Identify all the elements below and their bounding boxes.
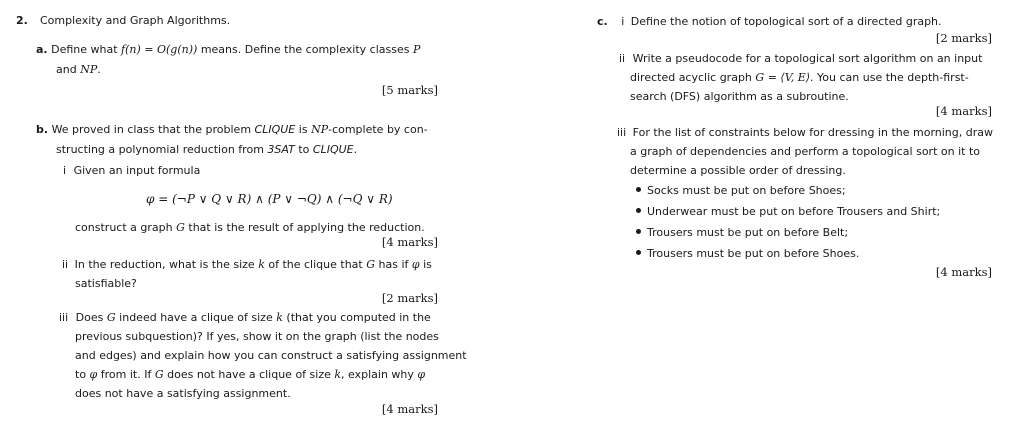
list-item: Trousers must be put on before Belt; bbox=[636, 226, 848, 239]
part-b-line2: structing a polynomial reduction from 3SAT to CLIQUE. bbox=[56, 143, 358, 156]
part-a-line2: and NP. bbox=[56, 63, 101, 76]
part-a-marks: [5 marks] bbox=[381, 83, 438, 97]
part-b-i-line1: i Given an input formula bbox=[63, 164, 201, 177]
part-b-label: b. bbox=[36, 123, 49, 136]
part-b-iii-line2: previous subquestion)? If yes, show it on the graph (list the nodes bbox=[75, 330, 439, 343]
part-c-i-label: i bbox=[621, 15, 625, 28]
part-b-iii-line3: and edges) and explain how you can construct a satisfying assignment bbox=[75, 349, 467, 362]
part-c-iii-line1: iii For the list of constraints below for dressing in the morning, draw bbox=[617, 126, 993, 139]
dag-formula: G = ⟨V, E⟩ bbox=[755, 71, 811, 84]
part-b-iii-marks: [4 marks] bbox=[381, 402, 438, 416]
part-b-iii-label: iii bbox=[59, 311, 69, 324]
part-c-ii-line2: directed acyclic graph G = ⟨V, E⟩. You can use the depth-first- bbox=[630, 71, 969, 84]
part-b-iii-line1: iii Does G indeed have a clique of size k (that you computed in the bbox=[59, 311, 431, 324]
part-b-iii-line5: does not have a satisfying assignment. bbox=[75, 387, 291, 400]
part-b-i-line2: construct a graph G that is the result of applying the reduction. bbox=[75, 221, 425, 234]
part-c-iii-line3: determine a possible order of dressing. bbox=[630, 164, 846, 177]
part-c-iii-label: iii bbox=[617, 126, 627, 139]
part-a-label: a. bbox=[36, 43, 48, 56]
part-b-i-marks: [4 marks] bbox=[381, 235, 438, 249]
part-c-ii-line1: ii Write a pseudocode for a topological sort algorithm on an input bbox=[619, 52, 983, 65]
part-b-i-label: i bbox=[63, 164, 67, 177]
part-b-ii-label: ii bbox=[62, 258, 69, 271]
bullet-icon bbox=[636, 250, 641, 255]
part-c-ii-label: ii bbox=[619, 52, 626, 65]
list-item: Underwear must be put on before Trousers and Shirt; bbox=[636, 205, 940, 218]
list-item: Socks must be put on before Shoes; bbox=[636, 184, 846, 197]
part-c-iii-marks: [4 marks] bbox=[935, 265, 992, 279]
question-title: Complexity and Graph Algorithms. bbox=[40, 14, 231, 27]
part-c-i-marks: [2 marks] bbox=[935, 31, 992, 45]
question-number: 2. bbox=[16, 14, 28, 27]
bullet-icon bbox=[636, 208, 641, 213]
bullet-icon bbox=[636, 229, 641, 234]
part-b-ii-line1: ii In the reduction, what is the size k of the clique that G has if φ is bbox=[62, 258, 432, 271]
part-b-line1: b. We proved in class that the problem CLIQUE is NP-complete by con- bbox=[36, 123, 428, 136]
part-b-ii-line2: satisfiable? bbox=[75, 277, 137, 290]
cnf-formula: φ = (¬P ∨ Q ∨ R) ∧ (P ∨ ¬Q) ∧ (¬Q ∨ R) bbox=[146, 192, 393, 206]
part-a-line1: a. Define what f(n) = O(g(n)) means. Define the complexity classes P bbox=[36, 43, 421, 56]
part-b-iii-line4: to φ from it. If G does not have a clique of size k, explain why φ bbox=[75, 368, 426, 381]
list-item: Trousers must be put on before Shoes. bbox=[636, 247, 859, 260]
part-c-ii-marks: [4 marks] bbox=[935, 104, 992, 118]
part-c-iii-line2: a graph of dependencies and perform a topological sort on it to bbox=[630, 145, 980, 158]
part-c-i-line1: c. i Define the notion of topological sort of a directed graph. bbox=[597, 15, 942, 28]
part-c-label: c. bbox=[597, 15, 608, 28]
big-o-formula: f(n) = O(g(n)) bbox=[121, 43, 198, 56]
part-c-ii-line3: search (DFS) algorithm as a subroutine. bbox=[630, 90, 849, 103]
bullet-icon bbox=[636, 187, 641, 192]
part-b-ii-marks: [2 marks] bbox=[381, 291, 438, 305]
